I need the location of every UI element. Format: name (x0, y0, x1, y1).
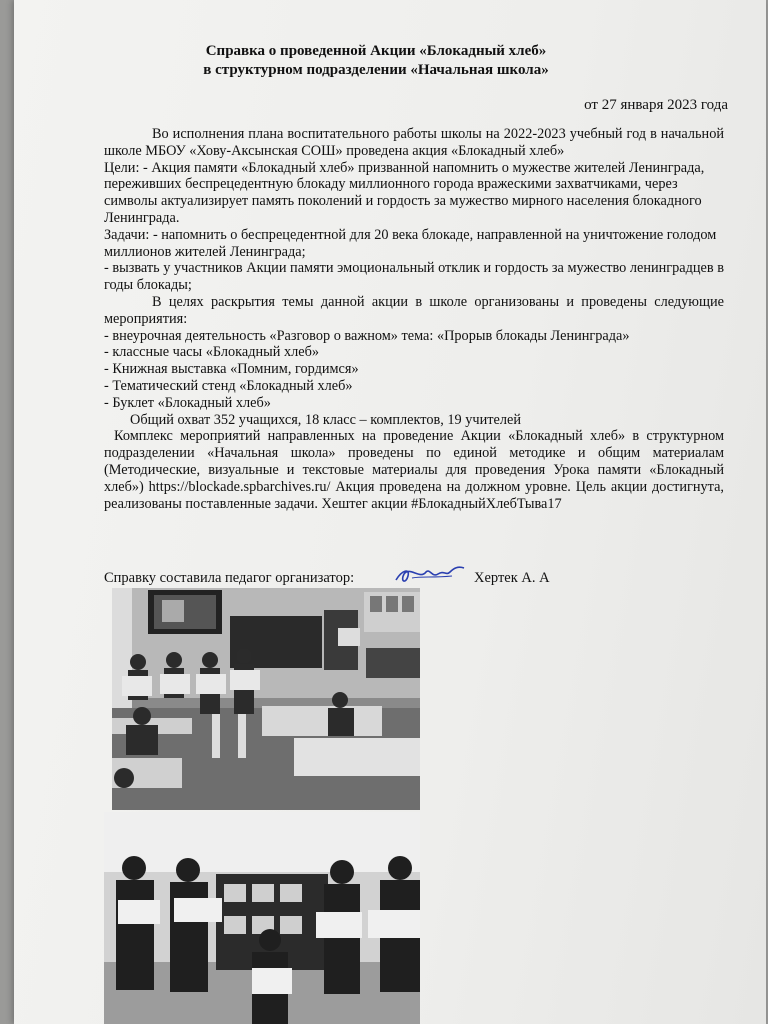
signature-label: Справку составила педагог организатор: (104, 570, 355, 586)
document-title-line2: в структурном подразделении «Начальная школа» (203, 62, 549, 78)
coverage-paragraph: Общий охват 352 учащихся, 18 класс – комплектов, 19 учителей (130, 411, 521, 428)
conclusion-paragraph: Комплекс мероприятий направленных на проведение Акции «Блокадный хлеб» в структурном подразделении «Начальная школа» проведены по единой методике и общим материалам (Методические, визуальные и текстовые материалы для проведения Урока памяти «Блокадный хлеб») https://blockade.spbarchives.ru/ Акция проведена на должном уровне. Цель акции достигнута, реализованы поставленные задачи. Хештег акции #БлокадныйХлебТыва17 (104, 428, 724, 512)
event-item: - Книжная выставка «Помним, гордимся» (104, 361, 359, 378)
intro-paragraph: Во исполнения плана воспитательного работы школы на 2022-2023 учебный год в начальной школе МБОУ «Хову-Аксынская СОШ» проведена акция «Блокадный хлеб» (104, 126, 724, 159)
tasks-paragraph-2: - вызвать у участников Акции памяти эмоциональный отклик и гордость за мужество ленинградцев в годы блокады; (104, 260, 724, 294)
students-with-booklets-photo (104, 812, 420, 1024)
signature-name: Хертек А. А (474, 570, 550, 586)
event-item: - классные часы «Блокадный хлеб» (104, 344, 320, 361)
event-item: - внеурочная деятельность «Разговор о важном» тема: «Прорыв блокады Ленинграда» (104, 327, 630, 344)
event-item: - Тематический стенд «Блокадный хлеб» (104, 377, 353, 394)
handwritten-signature-icon (392, 562, 472, 590)
tasks-paragraph-1: Задачи: - напомнить о беспрецедентной для 20 века блокаде, направленной на уничтожение голодом миллионов жителей Ленинграда; (104, 226, 717, 260)
events-intro-paragraph: В целях раскрытия темы данной акции в школе организованы и проведены следующие мероприятия: (104, 293, 724, 327)
event-item: - Буклет «Блокадный хлеб» (104, 394, 271, 411)
document-title-line1: Справка о проведенной Акции «Блокадный хлеб» (205, 43, 547, 59)
document-date: от 27 января 2023 года (584, 97, 728, 113)
document-body (104, 126, 724, 512)
classroom-photo (112, 588, 420, 810)
goals-paragraph: Цели: - Акция памяти «Блокадный хлеб» призванной напомнить о мужестве жителей Ленинграда, переживших беспрецедентную блокаду миллионного города вражескими захватчиками, через символы актуализирует память поколений и гордость за мужество мирного населения блокадного Ленинграда. (104, 159, 705, 226)
